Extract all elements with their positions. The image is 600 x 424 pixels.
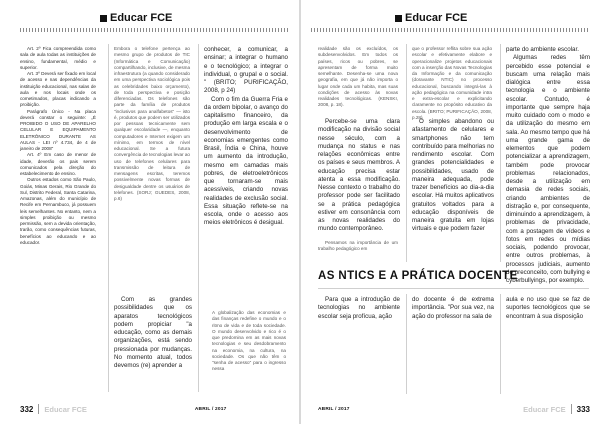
right-footer-brand: Educar FCE — [523, 404, 566, 414]
quote-paragraph: que o professor reflita sobre sua ação escolar e efetivamente elabore e operacionalize projetos educacionais com a inserção das Novas Tecnologias da Informação e da comunicação (doravante NTIC) no processo educacional, buscando integrá-las à ação pedagógica na comunidade intra e extra-escolar e explicitando claramente no propósito educativo da escola. (BRITO; PURIFICAÇÃO, 2008, p.28) — [412, 46, 492, 120]
paragraph: Art. 3º Deverá ser fixado em local de acesso e nas dependências da instituição educacional, nas salas de aula e nos locais onde os cometimados, placas indicando a proibição. — [20, 71, 96, 108]
paragraph: Parágrafo Único - Na placa deverá constar o seguinte: „É PROIBIDO O USO DE APARELHO CELULAR E EQUIPAMENTO ELETRÔNICO DURANTE AS AULAS - LEI nº 4.734, de 4 de janeiro de 2008" — [20, 108, 96, 151]
right-footer-date: ABRIL / 2017 — [318, 406, 350, 412]
column-divider — [406, 44, 407, 262]
paragraph: Com as grandes possibilidades que os aparatos tecnológicos podem propiciar "a educação, como as demais organizações, está sendo pressionada por mudanças. No momento atual, todos devemos (re) aprender a — [114, 296, 192, 369]
paragraph: Art. 2º Fica compreendida como sala de aula todas as instituições de ensino, fundamental, médio e superior. — [20, 46, 96, 70]
right-page-number: 333 — [576, 404, 590, 414]
column-divider — [406, 294, 407, 394]
left-header-brand: Educar FCE — [110, 12, 173, 24]
left-footer-date: ABRIL / 2017 — [194, 406, 227, 412]
left-col-2 — [114, 296, 192, 370]
right-header-hatch — [311, 28, 589, 32]
right-footer — [318, 402, 590, 416]
paragraph: Com o fim da Guerra Fria e da ordem bipolar, o avanço do capitalismo financeiro, da produção em larga escala e o desenvolvimento de economias emergentes como Brasil, Índia e China, houve um aumento da introdução, mesmo em camadas mais pobres, de eletroeletrônicos que tornaram-se mais acessíveis, criando novas realidades de exclusão social. Essa situação reflete-se na escola, onde o acesso aos meios eletrônicos é desigual. — [204, 95, 288, 227]
quote-paragraph: Pensamos na importância de um trabalho pedagógico em — [318, 240, 398, 252]
paragraph: Algumas redes têm percebido esse potencial e buscam uma relação mais dialógica entre essa tecnologia e o ambiente escolar. Contudo, é importante que sempre haja muito cuidado com o modo e da utilização do mesmo em sala. Ao mesmo tempo que há uma grande gama de elementos que podem potencializar a aprendizagem, também pode provocar problemas relacionados, desde a utilização em demasia de redes sociais, criando ambientes de distração e, por consequente, diminuindo a aprendizagem, à problemas de privacidade, com a postagem de vídeos e fotos em redes ou mídias sociais, podendo provocar, entre outros problemas, à processos judiciais, aumento do preconceito, com bullying e cyberbullyings, por exemplo. — [506, 54, 590, 284]
right-header — [395, 12, 467, 24]
left-col-3-quote — [212, 310, 286, 373]
paragraph: O simples abandono ou afastamento de celulares e smartphones não tem contribuído para melhorias no rendimento escolar. Com grandes potencialidades e possibilidades, usado de maneira adequada, pode trazer benefícios ao dia-a-dia escolar. Há muitos aplicativos gratuitos voltados para a educação disponíveis de maneira gratuita em lojas virtuais e que podem fazer — [412, 118, 494, 233]
quote-paragraph: Embora o telefone pertença ao mesmo grupo de produtos de TIC (Informática e Comunicação) compartilhando, inclusive, de mesma infraestrutura (a quando considerado em uma perspectiva sociológica pois as celebridades baixo orçamento), de toda perspectiva e posição diferenciadas. Os telefones são parte da família de produtos "inclusivos para analfabetos" — isto é, produtos que podem ser utilizados por pessoas tecnicamente sem qualquer escolaridade —, enquanto computadores e Internet exigem um mínimo, em termos de nível educacional. Se a futura convergência de tecnologias levar ao uso de telefones celulares para transmissão de leitura de mensagens escritas, teremos possivelmente novas formas de desigualdade dentre os usuários de telefones. (SORJ; GUEDES, 2008, p.6) — [114, 46, 190, 201]
paragraph: do docente é de extrema importância. "Por sua vez, na ação do professor na sala de — [412, 296, 494, 320]
right-bottom-col-3 — [506, 296, 590, 321]
left-header-hatch — [20, 28, 290, 32]
column-divider — [500, 44, 501, 262]
header-square-icon — [395, 15, 402, 22]
footer-divider — [38, 404, 39, 414]
right-bottom-col-1 — [318, 296, 400, 321]
paragraph: Para que a introdução de tecnologias no ambiente escolar seja profícua, ação — [318, 296, 400, 320]
right-header-brand: Educar FCE — [405, 12, 468, 24]
column-divider — [108, 44, 109, 392]
right-col-1 — [318, 118, 400, 234]
column-divider — [500, 294, 501, 394]
left-page-number: 332 — [20, 404, 34, 414]
left-col-2-quote — [114, 46, 190, 202]
column-divider — [198, 44, 199, 392]
right-bottom-col-2 — [412, 296, 494, 321]
left-footer — [20, 402, 227, 416]
left-footer-brand: Educar FCE — [44, 404, 87, 414]
right-page — [301, 0, 600, 424]
paragraph: Art. 4º Em caso de menor de idade, deverão os pais serem comunicados pela direção do estabelecimento de ensino. — [20, 152, 96, 176]
quote-paragraph: A globalização das economias e das finanças redefine o mundo e o ritmo de vida e de toda sociedade. O mundo desenvolvido e rico é o que predomina em as mais novas tecnologias e seu desdobramento na economia, na cultura, na sociedade. Os que não têm o "senha de acesso" para o ingresso nessa — [212, 310, 286, 372]
right-col-3 — [506, 46, 590, 285]
left-header — [100, 12, 172, 24]
section-title: AS NTICS E A PRÁTICA DOCENTE — [318, 270, 518, 282]
quote-paragraph: realidade são os excluídos, os subdesenvolvidos. Em todos os países, ricos ou pobres, se apresentam de forma muito semelhante. Desenha-se uma nova geografia, em que já não importa o lugar onde cada um habita, mas suas condições de acesso às novas realidades tecnológicas. (KENSKI, 2008, p. 18). — [318, 46, 398, 108]
left-page — [0, 0, 299, 424]
right-col-2 — [412, 118, 494, 234]
paragraph: parte do ambiente escolar. — [506, 46, 579, 53]
paragraph: conhecer, a comunicar, a ensinar; a integrar o humano e o tecnológico; a integrar o individual, o grupal e o social. " (BRITO; PURIFICAÇÃO, 2008, p 24) — [204, 46, 288, 95]
paragraph: aula e no uso que se faz de suportes tecnológicos que se encontram à sua disposição — [506, 296, 590, 320]
right-col-1-tail-quote — [318, 240, 398, 253]
header-square-icon — [100, 15, 107, 22]
right-col-2-quote — [412, 46, 492, 121]
paragraph: Outros estados como São Paulo, Goiás, Minas Gerais, Rio Grande do Sul, Distrito Federal, Santa Catarina, Amazonas, além do município de Recife em Pernambuco, já possuem leis semelhantes. No entanto, nem a simples proibição ou mesmo permissão, sem a devida orientação, trarão, como consequências futuras, benefícios ao educando e ao educador. — [20, 177, 96, 245]
footer-divider — [571, 404, 572, 414]
right-col-1-quote — [318, 46, 398, 109]
section-rule — [318, 288, 589, 289]
left-col-1 — [20, 46, 96, 246]
paragraph: Percebe-se uma clara modificação na divisão social nesse século, com a mudança no status e nas relações econômicas entre os países e seus membros. A educação precisa estar atenta a essa modificação. Nesse contexto o trabalho do professor pode ser facilitado se a prática pedagógica estiver em consonância com as novas realidades do mundo contemporâneo. — [318, 118, 400, 233]
left-col-3 — [204, 46, 288, 228]
